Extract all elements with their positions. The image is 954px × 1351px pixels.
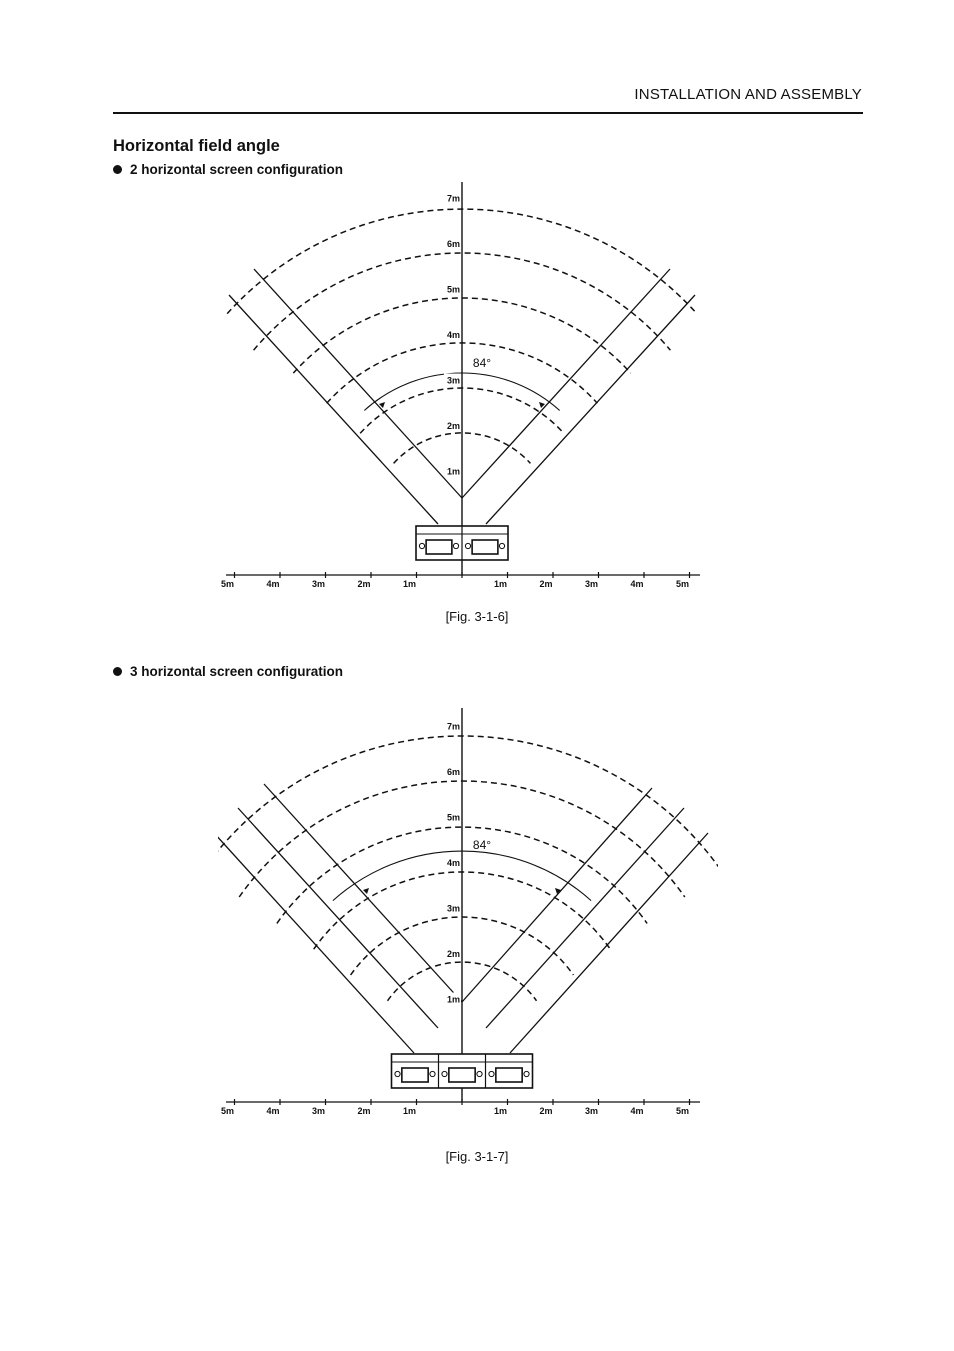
distance-label-4: 4m: [446, 858, 460, 868]
axis-label-7: 3m: [584, 1106, 599, 1116]
bullet-icon: [113, 165, 122, 174]
axis-label-1: 4m: [266, 579, 280, 589]
field-boundary-line: [486, 808, 684, 1028]
distance-label-7: 7m: [446, 721, 460, 732]
distance-label-2: 2m: [446, 421, 460, 431]
axis-label-6: 2m: [539, 579, 553, 589]
distance-label-4: 4m: [446, 330, 460, 340]
field-boundary-line: [229, 295, 438, 524]
distance-label-5: 5m: [446, 812, 460, 823]
axis-label-3: 2m: [357, 579, 371, 589]
axis-label-6: 2m: [539, 1106, 553, 1116]
axis-label-9: 5m: [675, 1106, 690, 1116]
field-boundary-line: [462, 269, 670, 498]
figure-2-heading: [113, 664, 343, 679]
axis-label-0: 5m: [220, 579, 235, 589]
axis-label-7: 3m: [584, 579, 599, 589]
axis-label-1: 4m: [266, 1106, 280, 1116]
field-boundary-line: [486, 295, 695, 524]
distance-label-3: 3m: [446, 375, 460, 386]
figure-2-heading-text: 3 horizontal screen configuration: [130, 664, 344, 679]
figure-1-heading: [113, 162, 343, 177]
distance-label-6: 6m: [446, 239, 460, 249]
angle-label: 84°: [472, 356, 492, 370]
field-boundary-line: [510, 833, 708, 1053]
axis-label-5: 1m: [493, 579, 508, 589]
distance-label-3: 3m: [446, 903, 460, 914]
header-rule: [113, 112, 863, 114]
figure-2-caption: [Fig. 3-1-7]: [445, 1149, 509, 1164]
axis-label-5: 1m: [493, 1106, 508, 1116]
axis-label-2: 3m: [311, 579, 326, 589]
cabinet-body: [392, 1054, 533, 1088]
axis-label-4: 1m: [402, 1106, 417, 1116]
running-header: INSTALLATION AND ASSEMBLY: [634, 86, 862, 103]
bullet-icon: [113, 667, 122, 676]
field-boundary-line: [462, 788, 652, 1002]
screen-cabinet: [416, 526, 508, 560]
field-boundary-line: [254, 269, 462, 498]
axis-label-2: 3m: [311, 1106, 326, 1116]
axis-label-9: 5m: [675, 579, 690, 589]
figure-2-diagram: [218, 706, 718, 1126]
distance-label-5: 5m: [446, 284, 460, 295]
field-boundary-line: [264, 784, 462, 1002]
distance-label-1: 1m: [446, 994, 460, 1005]
axis-label-8: 4m: [630, 1106, 644, 1116]
distance-label-6: 6m: [446, 767, 460, 777]
axis-label-8: 4m: [630, 579, 644, 589]
figure-1-caption: [Fig. 3-1-6]: [445, 609, 509, 624]
figure-1-heading-text: 2 horizontal screen configuration: [130, 162, 344, 177]
distance-label-7: 7m: [446, 193, 460, 204]
screen-cabinet: [392, 1054, 533, 1088]
angle-label: 84°: [472, 838, 492, 852]
axis-label-3: 2m: [357, 1106, 371, 1116]
distance-label-1: 1m: [446, 466, 460, 477]
field-boundary-line: [218, 833, 414, 1053]
section-title: Horizontal field angle: [113, 137, 280, 155]
field-boundary-line: [238, 808, 438, 1028]
axis-label-0: 5m: [220, 1106, 235, 1116]
axis-label-4: 1m: [402, 579, 417, 589]
figure-1-diagram: [218, 180, 718, 600]
distance-label-2: 2m: [446, 949, 460, 959]
